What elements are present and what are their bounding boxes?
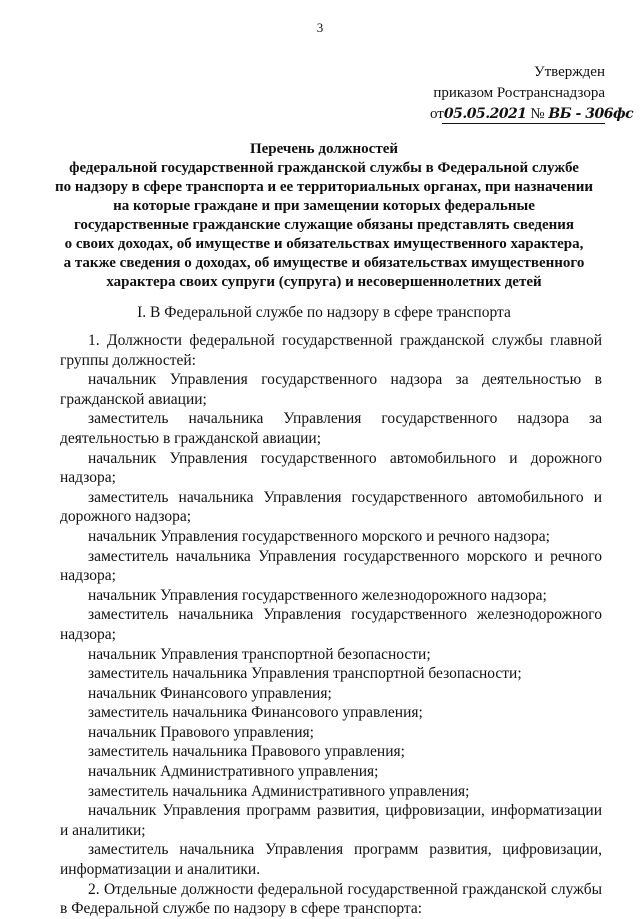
approval-date-handwritten: 05.05.2021 bbox=[443, 106, 527, 122]
paragraph: 1. Должности федеральной государственной гражданской службы главной группы должностей: bbox=[60, 332, 602, 369]
paragraph: начальник Управления программ развития, цифровизации, информатизации и аналитики; bbox=[60, 802, 602, 839]
title-line: федеральной государственной гражданской службы в Федеральной службе bbox=[69, 160, 579, 176]
document-title bbox=[40, 140, 608, 292]
paragraph: начальник Управления государственного автомобильного и дорожного надзора; bbox=[60, 449, 602, 487]
paragraph: заместитель начальника Правового управления; bbox=[88, 743, 405, 761]
paragraph: начальник Правового управления; bbox=[88, 723, 314, 741]
paragraph: начальник Административного управления; bbox=[88, 763, 379, 781]
paragraph: заместитель начальника Управления транспортной безопасности; bbox=[88, 665, 522, 683]
paragraph: заместитель начальника Управления государственного морского и речного надзора; bbox=[60, 547, 602, 585]
approval-number-label: № bbox=[530, 106, 545, 122]
page-number: 3 bbox=[316, 20, 324, 35]
approval-block bbox=[430, 62, 634, 125]
title-line: характера своих супруги (супруга) и несовершеннолетних детей bbox=[106, 274, 542, 290]
paragraph: заместитель начальника Управления государственного надзора за деятельностью в гражданской авиации; bbox=[60, 410, 602, 447]
paragraph: начальник Управления государственного надзора за деятельностью в гражданской авиации; bbox=[60, 371, 602, 408]
paragraph: начальник Управления транспортной безопасности; bbox=[88, 645, 431, 663]
title-line: Перечень должностей bbox=[249, 141, 399, 157]
paragraph: 2. Отдельные должности федеральной государственной гражданской службы в Федеральной службе по надзору в сфере транспорта: bbox=[60, 880, 602, 918]
approval-line2: приказом Ространснадзора bbox=[433, 85, 605, 101]
paragraph: заместитель начальника Финансового управления; bbox=[88, 704, 423, 722]
approval-underline bbox=[442, 123, 605, 124]
approval-line1: Утвержден bbox=[533, 64, 605, 80]
title-line: а также сведения о доходах, об имуществе и обязательствах имущественного bbox=[63, 255, 585, 271]
approval-ot-label: от bbox=[430, 106, 444, 122]
approval-order-line bbox=[430, 104, 634, 125]
approval-number-handwritten: ВБ - 306фс bbox=[548, 106, 634, 122]
paragraph: заместитель начальника Административного управления; bbox=[88, 782, 470, 800]
paragraph: начальник Управления государственного железнодорожного надзора; bbox=[88, 586, 547, 604]
title-line: о своих доходах, об имуществе и обязательствах имущественного характера, bbox=[64, 236, 584, 252]
document-body bbox=[60, 331, 602, 919]
title-line: по надзору в сфере транспорта и ее территориальных органах, при назначении bbox=[54, 179, 593, 195]
paragraph: заместитель начальника Управления государственного автомобильного и дорожного надзора; bbox=[60, 488, 602, 526]
paragraph: начальник Управления государственного морского и речного надзора; bbox=[88, 527, 550, 545]
paragraph: заместитель начальника Управления государственного железнодорожного надзора; bbox=[60, 606, 602, 643]
title-line: на которые граждане и при замещении которых федеральные bbox=[113, 198, 535, 214]
title-line: государственные гражданские служащие обязаны представлять сведения bbox=[73, 217, 575, 233]
section-heading: I. В Федеральной службе по надзору в сфере транспорта bbox=[137, 304, 511, 321]
paragraph: начальник Финансового управления; bbox=[88, 684, 332, 702]
paragraph: заместитель начальника Управления программ развития, цифровизации, информатизации и аналитики. bbox=[60, 841, 602, 879]
